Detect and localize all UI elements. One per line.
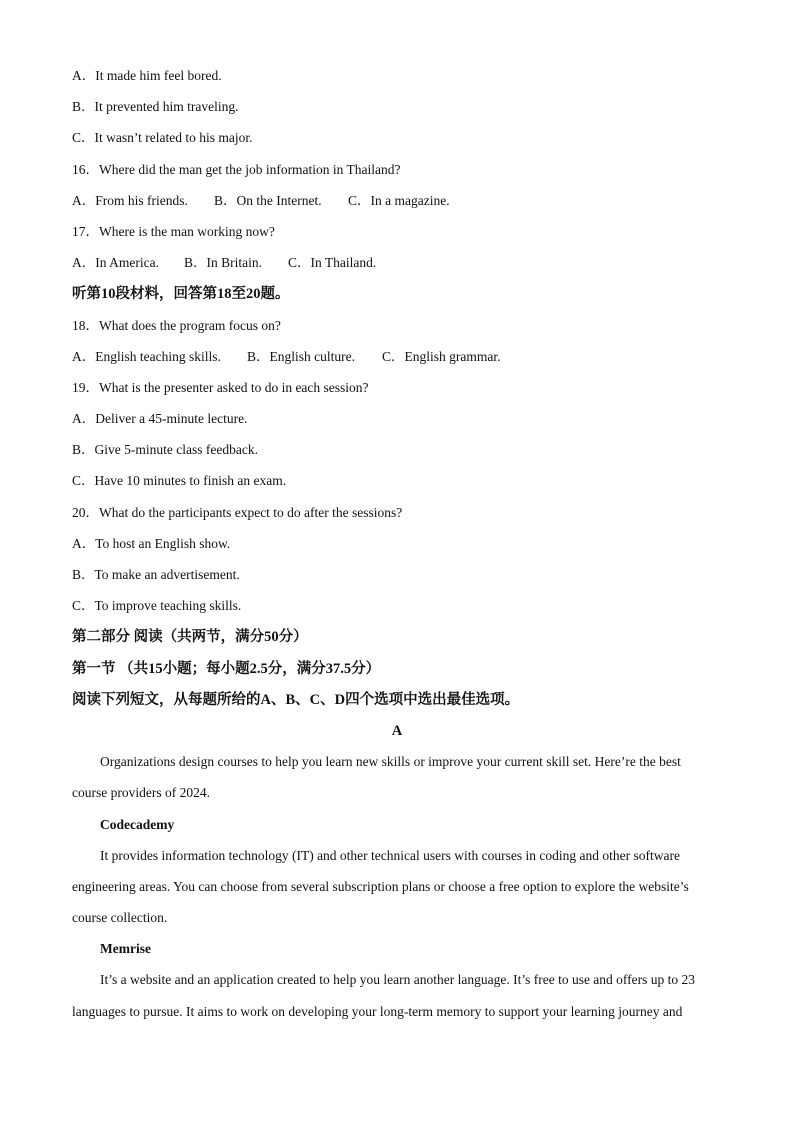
passage-intro-line2: course providers of 2024. [72, 785, 210, 801]
q16-option-a: A．From his friends. [72, 192, 188, 208]
q18-option-b: B．English culture. [247, 348, 355, 364]
q15-option-b: B．It prevented him traveling. [72, 99, 239, 115]
q17-option-c: C．In Thailand. [288, 255, 377, 271]
q19-question: 19．What is the presenter asked to do in each session? [72, 379, 369, 395]
part2-instruction: 阅读下列短文，从每题所给的A、B、C、D四个选项中选出最佳选项。 [72, 691, 520, 708]
q18-option-a: A．English teaching skills. [72, 348, 221, 364]
codecademy-para-line1: It provides information technology (IT) and other technical users with courses in coding and other software [100, 847, 680, 863]
q16-option-b: B．On the Internet. [214, 192, 322, 208]
part2-section1: 第一节 （共15小题；每小题2.5分，满分37.5分） [72, 660, 381, 677]
q20-question: 20．What do the participants expect to do after the sessions? [72, 504, 403, 520]
subheading-memrise: Memrise [100, 941, 151, 957]
subheading-codecademy: Codecademy [100, 816, 175, 832]
q20-option-b: B．To make an advertisement. [72, 567, 240, 582]
q17-option-a: A．In America. [72, 255, 159, 271]
q18-options [72, 344, 722, 375]
q17-question: 17．Where is the man working now? [72, 223, 275, 239]
q19-option-b: B．Give 5-minute class feedback. [72, 442, 258, 458]
part2-title: 第二部分 阅读（共两节，满分50分） [72, 629, 308, 646]
memrise-para-line2: languages to pursue. It aims to work on developing your long-term memory to support your learning journey and [72, 1003, 683, 1019]
q18-option-c: C．English grammar. [382, 348, 501, 364]
q19-option-c: C．Have 10 minutes to finish an exam. [72, 473, 287, 489]
codecademy-para-line3: course collection. [72, 910, 168, 926]
q18-question: 18．What does the program focus on? [72, 317, 281, 333]
q20-option-c: C．To improve teaching skills. [72, 598, 242, 614]
q20-option-a: A．To host an English show. [72, 535, 231, 551]
q19-option-a: A．Deliver a 45-minute lecture. [72, 411, 248, 427]
section10-heading: 听第10段材料，回答第18至20题。 [72, 286, 290, 303]
passage-intro-line1: Organizations design courses to help you learn new skills or improve your current skill set. Here’re the best [100, 754, 681, 770]
q17-options [72, 250, 722, 281]
passage-label: A [391, 722, 403, 739]
q15-option-c: C．It wasn’t related to his major. [72, 130, 253, 146]
memrise-para-line1: It’s a website and an application created to help you learn another language. It’s free to use and offers up to 23 [100, 972, 696, 988]
q15-option-a: A．It made him feel bored. [72, 68, 222, 83]
q17-option-b: B．In Britain. [184, 255, 262, 271]
q16-option-c: C．In a magazine. [348, 192, 450, 208]
q16-options [72, 188, 722, 219]
exam-page [72, 63, 722, 1030]
q16-question: 16．Where did the man get the job information in Thailand? [72, 161, 401, 177]
codecademy-para-line2: engineering areas. You can choose from several subscription plans or choose a free option to explore the website’s [72, 878, 689, 894]
